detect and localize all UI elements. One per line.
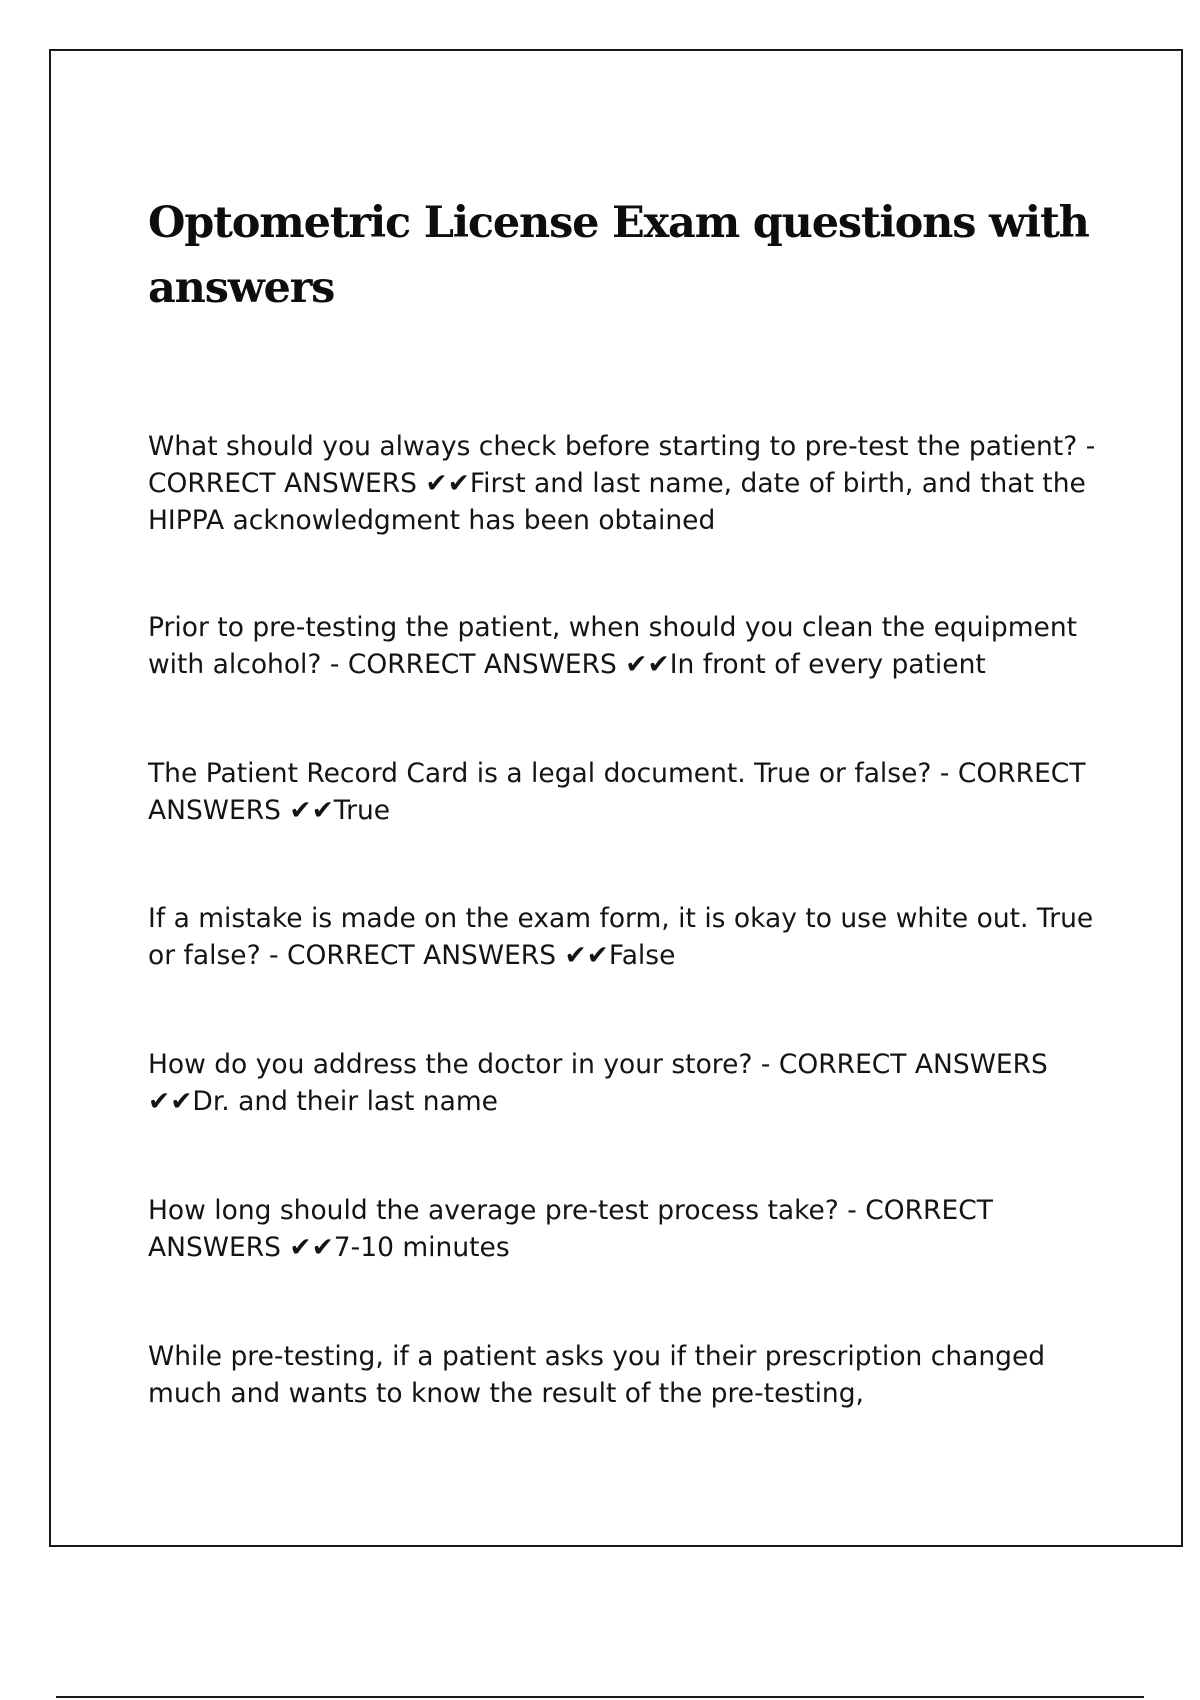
qa-item: How long should the average pre-test process take? - CORRECT ANSWERS ✔✔7-10 minutes [148,1195,993,1263]
qa-item: What should you always check before starting to pre-test the patient? - CORRECT ANSWERS ✔✔First and last name, date of birth, and that the HIPPA acknowledgment has been obtained [148,431,1096,536]
qa-item: If a mistake is made on the exam form, it is okay to use white out. True or false? - CORRECT ANSWERS ✔✔False [148,903,1094,971]
document-title: Optometric License Exam questions with answers [148,198,1089,313]
page-content [148,191,1108,1482]
page-frame [49,49,1183,1547]
qa-list [148,428,1108,1412]
qa-item: Prior to pre-testing the patient, when should you clean the equipment with alcohol? - CORRECT ANSWERS ✔✔In front of every patient [148,612,1078,680]
qa-item: While pre-testing, if a patient asks you if their prescription changed much and wants to know the result of the pre-testing, [148,1341,1046,1409]
qa-item: The Patient Record Card is a legal document. True or false? - CORRECT ANSWERS ✔✔True [148,758,1086,826]
footer-divider [56,1696,1144,1698]
qa-item: How do you address the doctor in your store? - CORRECT ANSWERS ✔✔Dr. and their last name [148,1049,1048,1117]
